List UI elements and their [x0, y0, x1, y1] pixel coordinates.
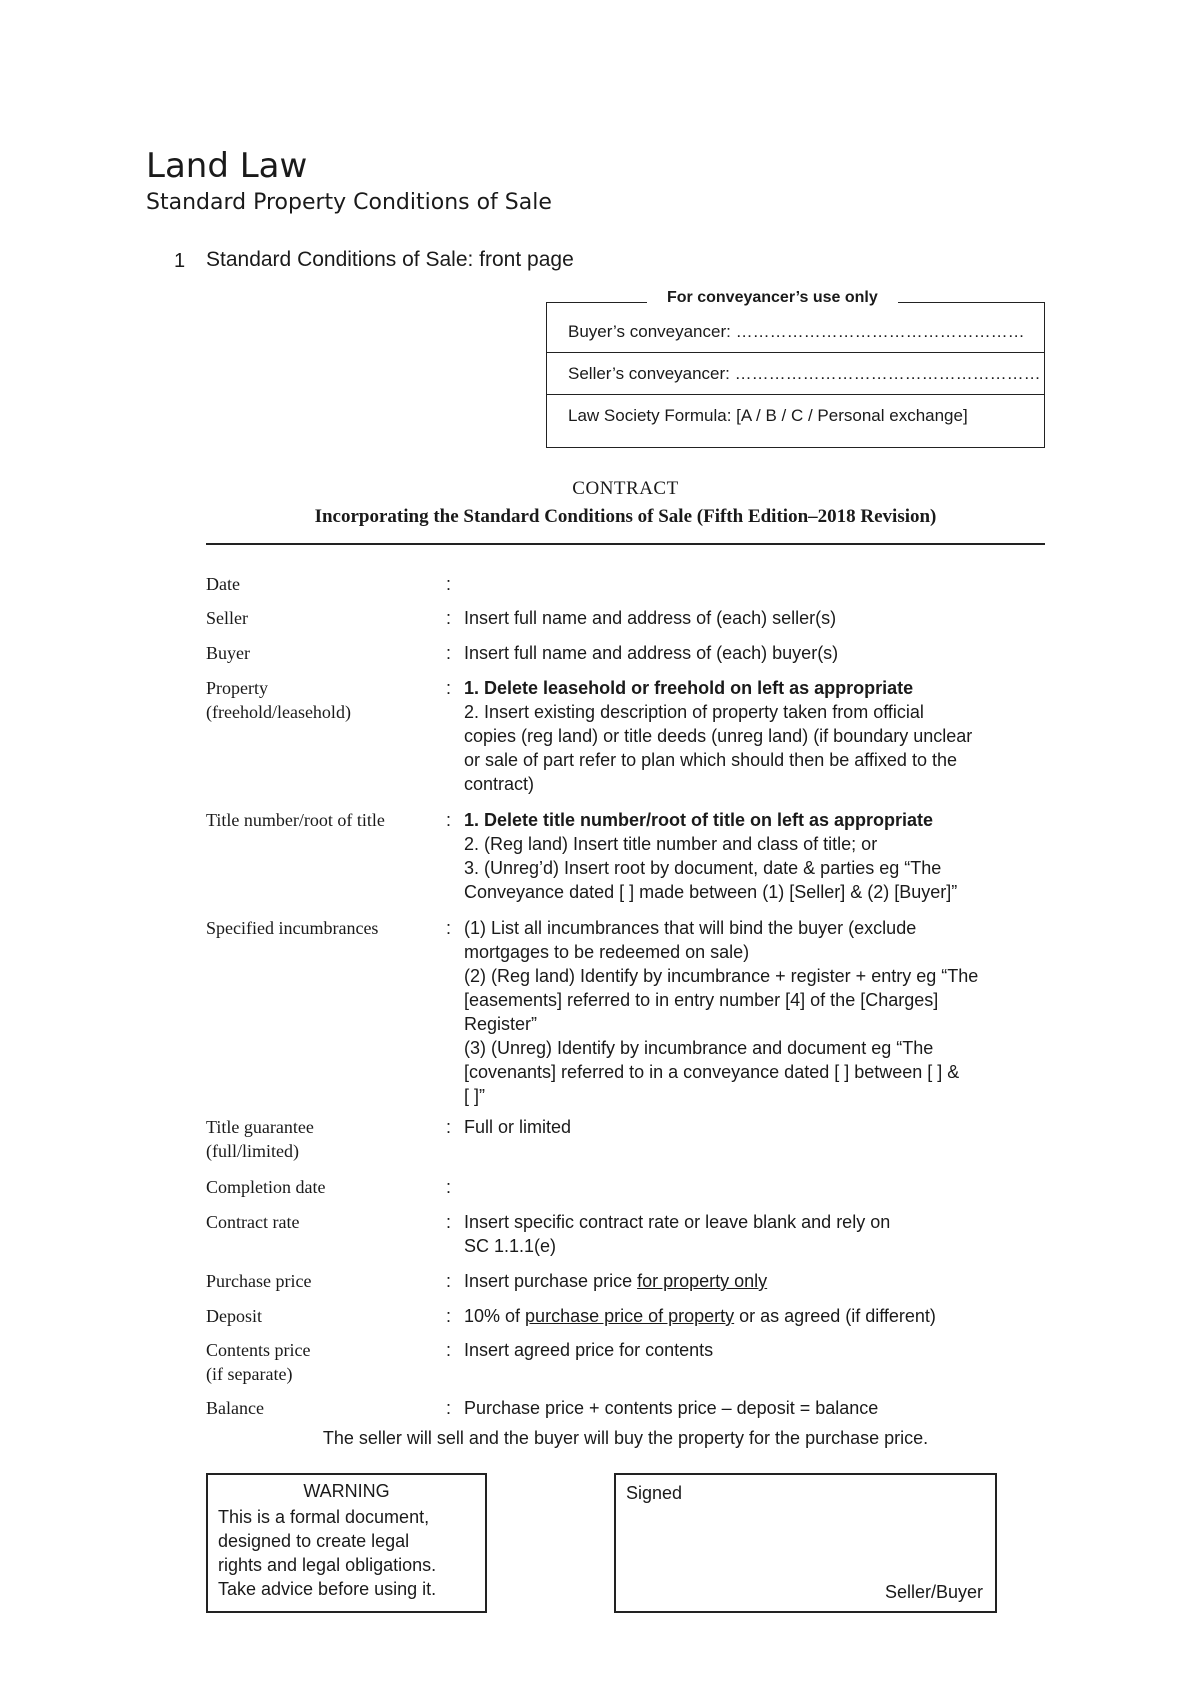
row-colon: : — [446, 1306, 452, 1326]
row-colon: : — [446, 1271, 452, 1291]
row-label-seller: Seller — [206, 608, 248, 628]
warning-title: WARNING — [303, 1481, 390, 1501]
heading-divider — [206, 543, 1045, 545]
row-value-specified-incumbrances: (1) List all incumbrances that will bind the buyer (exclude mortgages to be redeemed on sale) (2) (Reg land) Identify by incumbrance + register + entry eg “The [easements] referred to in entry number [4] of the [Charges] Register” (3) (Unreg) Identify by incumbrance and document eg “The [covenants] referred to in a conveyance dated [ ] between [ ] & [ ]” — [464, 918, 979, 1106]
row-colon: : — [446, 608, 452, 628]
warning-line: rights and legal obligations. — [218, 1555, 437, 1575]
row-colon: : — [446, 810, 452, 830]
row-colon: : — [446, 1398, 452, 1418]
row-label-contract-rate: Contract rate — [206, 1212, 300, 1232]
row-value-contents-price: Insert agreed price for contents — [464, 1340, 714, 1360]
signer-role: Seller/Buyer — [884, 1582, 983, 1602]
row-colon: : — [446, 574, 452, 594]
row-value-title-guarantee: Full or limited — [464, 1117, 572, 1137]
signed-label: Signed — [626, 1483, 683, 1503]
row-value-seller: Insert full name and address of (each) seller(s) — [464, 608, 837, 628]
row-label-property: Property (freehold/leasehold) — [206, 678, 351, 722]
underlined-phrase: for property only — [637, 1271, 768, 1291]
contract-heading: CONTRACT — [572, 478, 679, 499]
warning-line: designed to create legal — [218, 1531, 410, 1551]
row-colon: : — [446, 643, 452, 663]
row-label-deposit: Deposit — [206, 1306, 262, 1326]
conveyancer-box-legend: For conveyancer’s use only — [647, 289, 898, 307]
document-subtitle: Standard Property Conditions of Sale — [146, 190, 552, 215]
row-value-deposit: 10% of purchase price of property or as agreed (if different) — [464, 1306, 936, 1326]
contract-subheading: Incorporating the Standard Conditions of Sale (Fifth Edition–2018 Revision) — [314, 506, 937, 527]
buyer-conveyancer-row: Buyer’s conveyancer: …………………………………………… — [547, 311, 1044, 353]
warning-box — [206, 1473, 487, 1613]
law-society-formula-row: Law Society Formula: [A / B / C / Personal exchange] — [568, 406, 968, 425]
section-number: 1 — [174, 250, 186, 272]
row-label-balance: Balance — [206, 1398, 264, 1418]
row-colon: : — [446, 918, 452, 938]
document-title: Land Law — [146, 146, 308, 186]
row-label-title-guarantee: Title guarantee (full/limited) — [206, 1117, 314, 1161]
row-colon: : — [446, 1177, 452, 1197]
row-colon: : — [446, 1340, 452, 1360]
row-value-property: 1. Delete leasehold or freehold on left as appropriate 2. Insert existing description of property taken from official copies (reg land) or title deeds (unreg land) (if boundary unclear or sale of part refer to plan which should then be affixed to the contract) — [464, 678, 973, 794]
row-label-specified-incumbrances: Specified incumbrances — [206, 918, 379, 938]
section-title: Standard Conditions of Sale: front page — [206, 248, 574, 271]
row-label-date: Date — [206, 574, 240, 594]
signature-box — [614, 1473, 997, 1613]
row-value-buyer: Insert full name and address of (each) buyer(s) — [464, 643, 839, 663]
row-colon: : — [446, 678, 452, 698]
row-value-purchase-price: Insert purchase price for property only — [464, 1271, 768, 1291]
underlined-phrase: purchase price of property — [525, 1306, 735, 1326]
row-value-balance: Purchase price + contents price – deposit = balance — [464, 1398, 879, 1418]
warning-line: This is a formal document, — [218, 1507, 430, 1527]
closing-statement: The seller will sell and the buyer will buy the property for the purchase price. — [322, 1428, 929, 1448]
warning-line: Take advice before using it. — [218, 1579, 437, 1599]
row-label-contents-price: Contents price (if separate) — [206, 1340, 311, 1384]
row-label-completion-date: Completion date — [206, 1177, 326, 1197]
row-label-title-number: Title number/root of title — [206, 810, 385, 830]
row-value-contract-rate: Insert specific contract rate or leave blank and rely on SC 1.1.1(e) — [464, 1212, 891, 1256]
row-label-purchase-price: Purchase price — [206, 1271, 312, 1291]
row-colon: : — [446, 1212, 452, 1232]
conveyancer-use-box — [546, 289, 1045, 448]
row-colon: : — [446, 1117, 452, 1137]
row-label-buyer: Buyer — [206, 643, 250, 663]
row-value-title-number: 1. Delete title number/root of title on left as appropriate 2. (Reg land) Insert title number and class of title; or 3. (Unreg’d) Insert root by document, date & parties eg “The Conveyance dated [ ] made between (1) [Seller] & (2) [Buyer]” — [464, 810, 958, 902]
seller-conveyancer-row: Seller’s conveyancer: ……………………………………………… — [547, 353, 1044, 395]
